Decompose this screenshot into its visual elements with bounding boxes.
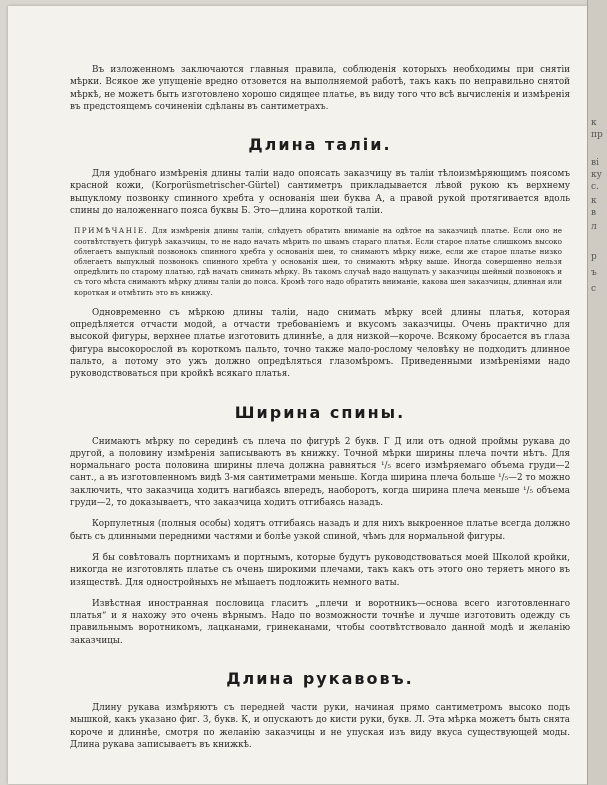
edge-glyph: пр	[591, 130, 603, 140]
waist-paragraph-2: Одновременно съ мѣркою длины таліи, надо снимать мѣрку всей длины платья, которая опредѣляется отчасти модой, а отчасти требованіемъ и вкусомъ заказчицы. Очень практично для высокой фигуры, верхнее платье изготовить длиннѣе, а для низкой—короче. Всякому бросается въ глаза фигура высокорослой въ короткомъ пальто, точно также мало-рослому человѣку не подходитъ длинное пальто, а потому это ужъ должно опредѣляться глазомѣромъ. Приведенными измѣреніями надо руководствоваться при кройкѣ всякаго платья.	[70, 307, 570, 380]
note-text: Для измѣренія длины таліи, слѣдуетъ обратить вниманіе на одѣтое на заказчицѣ платье. Если оно не соотвѣтствуетъ фигурѣ заказчицы, то не надо начать мѣрить по швамъ стараго платья. Если старое платье слишкомъ высоко облегаетъ выпуклый позвонокъ спинного хребта у основанія шеи, то снимаютъ мѣрку ниже, если же старое платье низко облегаетъ выпуклый позвонокъ спинного хребта у основанія шеи, то снимаютъ мѣрку выше. Иногда совершенно нельзя опредѣлить по старому платью, гдѣ начать снимать мѣрку. Въ такомъ случаѣ надо нащупать у заказчицы шейный позвонокъ и съ того мѣста снимаютъ мѣрку длины таліи до пояса. Кромѣ того надо обратить вниманіе, какова шея заказчицы, длинная или короткая и отмѣтить это въ книжку.	[74, 226, 562, 297]
edge-glyph: с.	[591, 182, 599, 192]
edge-glyph: к	[591, 196, 597, 206]
edge-glyph: с	[591, 284, 597, 294]
edge-glyph: ку	[591, 170, 602, 180]
section-title-sleeve-length: Длина рукавовъ.	[226, 669, 414, 689]
adjacent-page-edge	[587, 0, 607, 785]
waist-note	[70, 226, 570, 297]
section-title-waist-length: Длина таліи.	[248, 135, 392, 155]
waist-paragraph-1: Для удобнаго измѣренія длины таліи надо опоясать заказчицу въ таліи тѣлоизмѣряющимъ поясомъ красной кожи, (Korporüsmetrischer-Gürtel) сантиметръ прикладывается лѣвой рукою къ верхнему выпуклому позвонку спинного хребта у основанія шеи буква А, а правой рукой протягивается вдоль спины до наложеннаго пояса буквы Б. Это—длина короткой таліи.	[70, 169, 570, 217]
intro-paragraph: Въ изложенномъ заключаются главныя правила, соблюденія которыхъ необходимы при снятіи мѣрки. Всякое же упущеніе вредно отзовется на выполняемой работѣ, такъ какъ по неправильно снятой мѣркѣ, не можетъ быть изготовлено хорошо сидящее платье, въ виду того что всѣ вычисленія и измѣренія въ предстоящемъ сочиненіи сдѣланы въ сантиметрахъ.	[70, 65, 570, 112]
book-page	[8, 6, 588, 784]
back-paragraph-1: Снимаютъ мѣрку по серединѣ съ плеча по фигурѣ 2 букв. Г Д или отъ одной проймы рукава до другой, а половину измѣренія записываютъ въ книжку. Точной мѣрки ширины плеча почти нѣтъ. Для нормальнаго роста половина ширины плеча должна равняться ¹/₅ всего измѣряемаго объема груди—2 сант., а въ изготовленномъ видѣ 3-мя сантиметрами меньше. Когда ширина плеча больше ¹/₅—2 то можно заключить, что заказчица ходитъ нагибаясь впередъ, наоборотъ, когда ширина плеча меньше ¹/₅ объема груди—2, то доказываетъ, что заказчица ходитъ отгибаясь назадъ.	[70, 436, 570, 509]
edge-glyph: р	[591, 252, 597, 262]
edge-glyph: ъ	[591, 268, 597, 278]
section-title-back-width: Ширина спины.	[234, 402, 406, 422]
edge-glyph: л	[591, 222, 597, 232]
note-label: ПРИМѢЧАНІЕ.	[74, 226, 149, 236]
edge-glyph: к	[591, 118, 597, 128]
edge-glyph: ві	[591, 158, 599, 168]
page-content	[70, 64, 570, 751]
back-paragraph-2: Корпулетныя (полныя особы) ходятъ отгибаясь назадъ и для нихъ выкроенное платье всегда должно быть съ длинными передними частями и болѣе узкой спиной, чѣмъ для нормальной фигуры.	[70, 519, 570, 542]
back-paragraph-3: Я бы совѣтовалъ портнихамъ и портнымъ, которые будутъ руководствоваться моей Школой кройки, никогда не изготовлять платье съ очень широкими плечами, такъ какъ отъ этого оно теряетъ много въ изяществѣ. Для одностройныхъ не мѣшаетъ подложить немного ваты.	[70, 552, 570, 588]
sleeve-paragraph-1: Длину рукава измѣряютъ съ передней части руки, начиная прямо сантиметромъ высоко подъ мышкой, какъ указано фиг. 3, букв. К, и опускаютъ до кисти руки, букв. Л. Эта мѣрка можетъ быть снята короче и длиннѣе, смотря по желанію заказчицы и не упуская изъ виду вкуса существующей моды. Длина рукава записываетъ въ книжкѣ.	[70, 703, 570, 750]
back-paragraph-4: Извѣстная иностранная пословица гласитъ „плечи и воротникъ—основа всего изготовленнаго платья“ и я нахожу это очень вѣрнымъ. Надо по возможности точнѣе и лучше изготовить одежду съ правильнымъ воротникомъ, лацканами, гринеканами, чтобы соотвѣтствовало данной модѣ и желанію заказчицы.	[70, 598, 570, 646]
edge-glyph: в	[591, 208, 597, 218]
